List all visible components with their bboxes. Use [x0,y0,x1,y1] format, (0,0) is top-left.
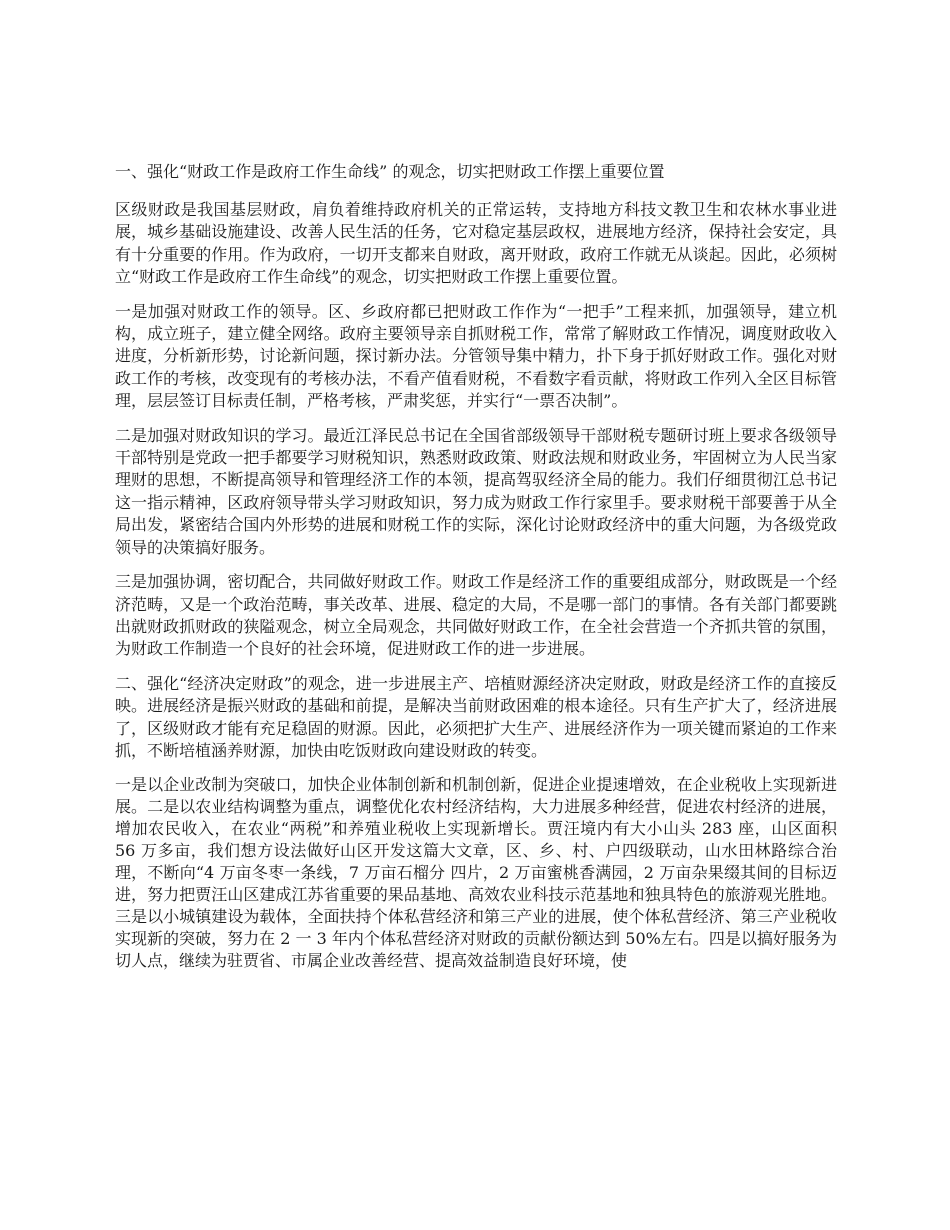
paragraph-measures: 一是以企业改制为突破口，加快企业体制创新和机制创新，促进企业提速增效，在企业税收上实现新进展。二是以农业结构调整为重点，调整优化农村经济结构，大力进展多种经营，促进农村经济的进展，增加农民收入，在农业“两税”和养殖业税收上实现新增长。贾汪境内有大小山头 283 座，山区面积 56 万多亩，我们想方设法做好山区开发这篇大文章，区、乡、村、户四级联动，山水田林路综合治理，不断向“4 万亩冬枣一条线，7 万亩石榴分 四片，2 万亩蜜桃香满园，2 万亩杂果缀其间的目标迈进，努力把贾汪山区建成江苏省重要的果品基地、高效农业科技示范基地和独具特色的旅游观光胜地。三是以小城镇建设为载体，全面扶持个体私营经济和第三产业的进展，使个体私营经济、第三产业税收实现新的突破，努力在 2 一 3 年内个体私营经济对财政的贡献份额达到 50%左右。四是以搞好服务为切人点，继续为驻贾省、市属企业改善经营、提高效益制造良好环境，使 [115,775,837,971]
section-heading: 一、强化“财政工作是政府工作生命线” 的观念，切实把财政工作摆上重要位置 [115,162,665,181]
paragraph-intro: 区级财政是我国基层财政，肩负着维持政府机关的正常运转，支持地方科技文教卫生和农林水事业进展，城乡基础设施建设、改善人民生活的任务，它对稳定基层政权，进展地方经济，保持社会安定，具有十分重要的作用。作为政府，一切开支都来自财政，离开财政，政府工作就无从谈起。因此，必须树立“财政工作是政府工作生命线”的观念，切实把财政工作摆上重要位置。 [115,200,837,287]
paragraph-study: 二是加强对财政知识的学习。最近江泽民总书记在全国省部级领导干部财税专题研讨班上要求各级领导干部特别是党政一把手都要学习财税知识，熟悉财政政策、财政法规和财政业务，牢固树立为人民当家理财的思想，不断提高领导和管理经济工作的本领，提高驾驭经济全局的能力。我们仔细贯彻江总书记这一指示精神，区政府领导带头学习财政知识，努力成为财政工作行家里手。要求财税干部要善于从全局出发，紧密结合国内外形势的进展和财税工作的实际，深化讨论财政经济中的重大问题，为各级党政领导的决策搞好服务。 [115,425,837,557]
paragraph-leadership: 一是加强对财政工作的领导。区、乡政府都已把财政工作作为“一把手”工程来抓，加强领导，建立机构，成立班子，建立健全网络。政府主要领导亲自抓财税工作，常常了解财政工作情况，调度财政收入进度，分析新形势，讨论新问题，探讨新办法。分管领导集中精力，扑下身于抓好财政工作。强化对财政工作的考核，改变现有的考核办法，不看产值看财税，不看数字看贡献，将财政工作列入全区目标管理，层层签订目标责任制，严格考核，严肃奖惩，并实行“一票否决制”。 [115,301,837,411]
paragraph-economy: 二、强化“经济决定财政”的观念，进一步进展主产、培植财源经济决定财政，财政是经济工作的直接反映。进展经济是振兴财政的基础和前提，是解决当前财政困难的根本途径。只有生产扩大了，经济进展了，区级财政才能有充足稳固的财源。因此，必须把扩大生产、进展经济作为一项关键而紧迫的工作来抓，不断培植涵养财源，加快由吃饭财政向建设财政的转变。 [115,673,837,760]
document-body [115,158,837,984]
paragraph-coordination: 三是加强协调，密切配合，共同做好财政工作。财政工作是经济工作的重要组成部分，财政既是一个经济范畴，又是一个政治范畴，事关改革、进展、稳定的大局，不是哪一部门的事情。各有关部门都要跳出就财政抓财政的狭隘观念，树立全局观念，共同做好财政工作，在全社会营造一个齐抓共管的氛围，为财政工作制造一个良好的社会环境，促进财政工作的进一步进展。 [115,572,837,659]
